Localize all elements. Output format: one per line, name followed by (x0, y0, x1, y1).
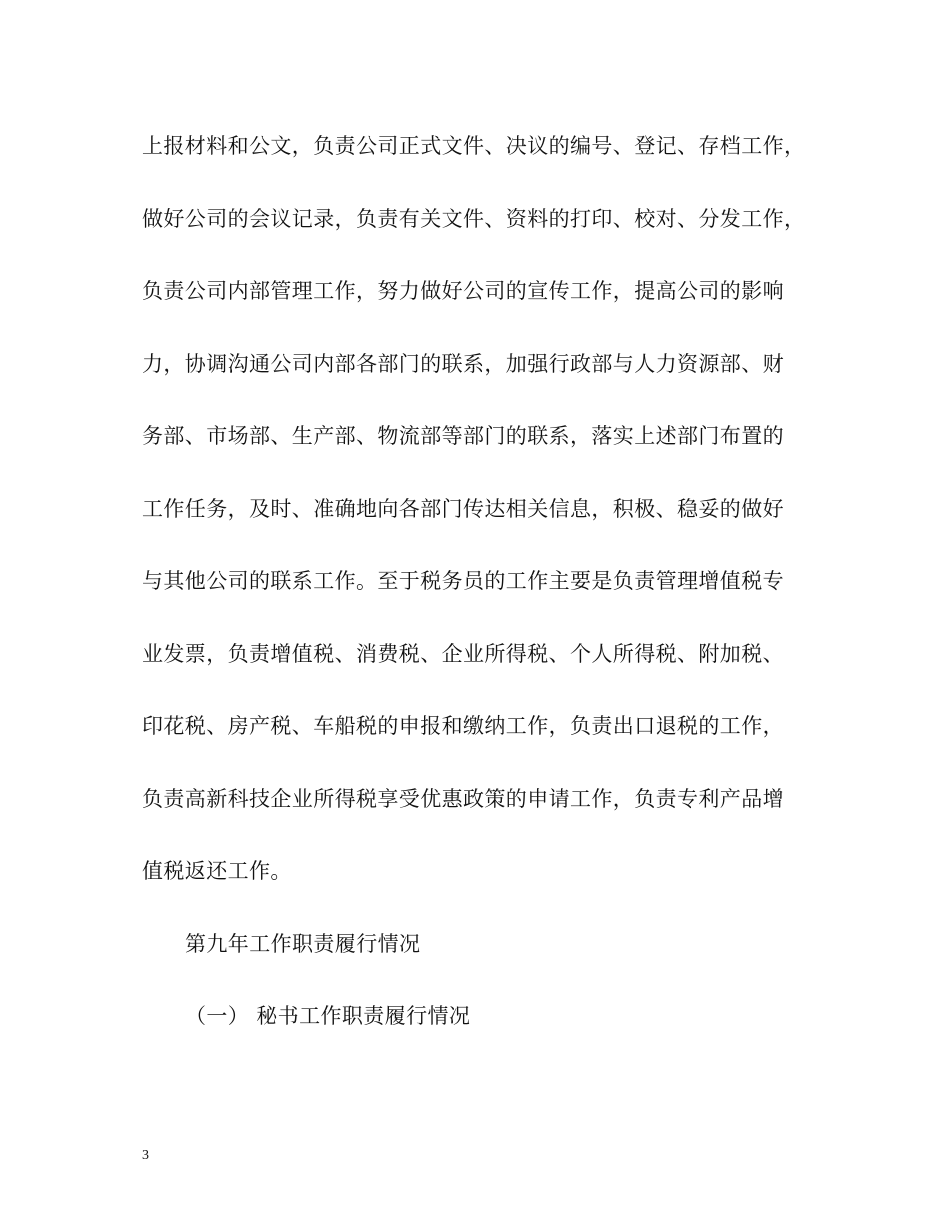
paragraph-line-6: 工作任务，及时、准确地向各部门传达相关信息，积极、稳妥的做好 (142, 496, 784, 521)
page-number: 3 (142, 1148, 149, 1163)
paragraph-line-4: 力，协调沟通公司内部各部门的联系，加强行政部与人力资源部、财 (142, 351, 784, 376)
paragraph-line-2: 做好公司的会议记录，负责有关文件、资料的打印、校对、分发工作， (142, 206, 806, 231)
paragraph-line-5: 务部、市场部、生产部、物流部等部门的联系，落实上述部门布置的 (142, 424, 784, 448)
section-heading: 第九年工作职责履行情况 (185, 931, 421, 956)
paragraph-line-10: 负责高新科技企业所得税享受优惠政策的申请工作，负责专利产品增 (142, 786, 784, 811)
document-body (142, 126, 822, 1069)
paragraph-line-8: 业发票，负责增值税、消费税、企业所得税、个人所得税、附加税、 (142, 641, 784, 666)
section-subheading: （一） 秘书工作职责履行情况 (185, 1004, 471, 1028)
paragraph-line-9: 印花税、房产税、车船税的申报和缴纳工作，负责出口退税的工作， (142, 714, 784, 738)
paragraph-line-3: 负责公司内部管理工作，努力做好公司的宣传工作，提高公司的影响 (142, 279, 784, 303)
paragraph-line-7: 与其他公司的联系工作。至于税务员的工作主要是负责管理增值税专 (142, 569, 784, 593)
paragraph-line-11: 值税返还工作。 (142, 859, 292, 883)
paragraph-line-1: 上报材料和公文，负责公司正式文件、决议的编号、登记、存档工作， (142, 134, 806, 158)
